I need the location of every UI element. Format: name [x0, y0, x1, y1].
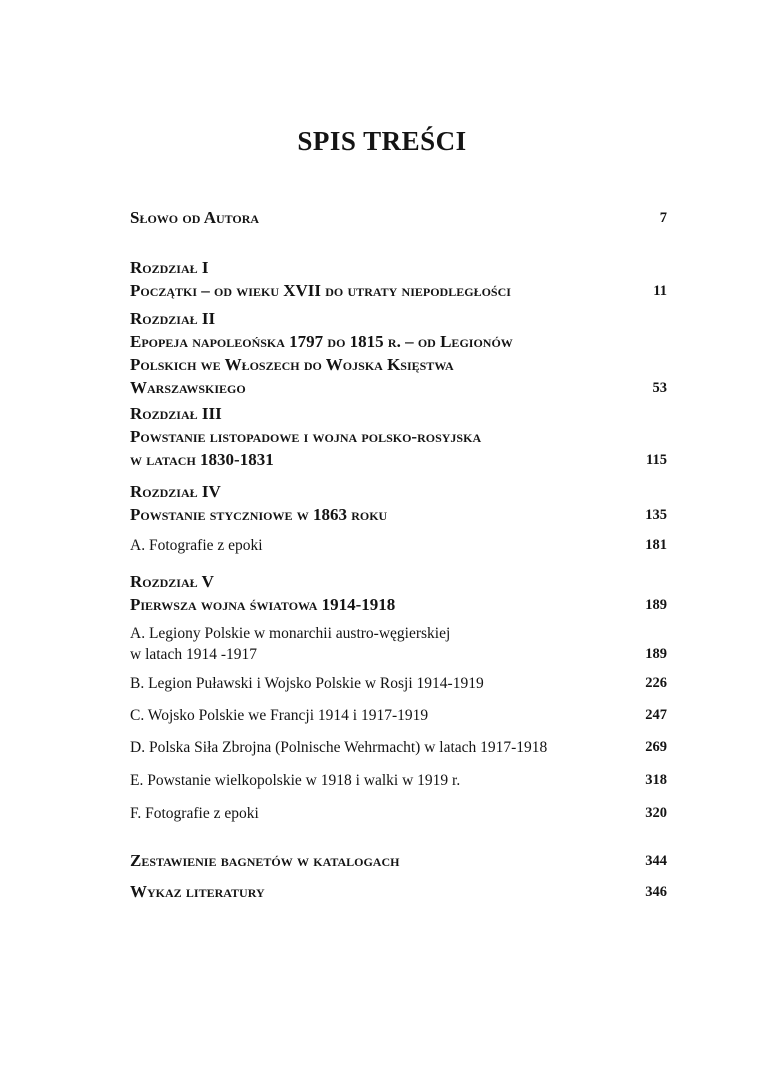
chapter-label: Rozdział II	[130, 309, 216, 328]
entry-title-line: Początki – od wieku XVII do utraty niepodległości	[130, 281, 511, 300]
entry-title: A. Fotografie z epoki	[130, 537, 263, 554]
entry-title: E. Powstanie wielkopolskie w 1918 i walki w 1919 r.	[130, 772, 461, 789]
entry-title: Słowo od Autora	[130, 208, 260, 227]
toc-entry-rozdzial-3[interactable]	[130, 402, 667, 471]
entry-title-line: Warszawskiego	[130, 378, 246, 397]
toc-entry-slowo-od-autora[interactable]	[130, 206, 667, 229]
entry-title-line: Powstanie listopadowe i wojna polsko-rosyjska	[130, 427, 482, 446]
toc-entry-zestawienie[interactable]	[130, 849, 667, 872]
toc-entry-rozdzial-5[interactable]	[130, 570, 667, 616]
page-number: 189	[645, 646, 667, 662]
page-number: 11	[653, 283, 667, 299]
toc-entry-rozdzial-2[interactable]	[130, 307, 667, 399]
entry-title-line: A. Legiony Polskie w monarchii austro-węgierskiej	[130, 625, 451, 642]
entry-title: F. Fotografie z epoki	[130, 805, 259, 822]
page-number: 226	[645, 675, 667, 691]
page-number: 344	[645, 853, 667, 869]
entry-title-line: Polskich we Włoszech do Wojska Księstwa	[130, 355, 454, 374]
page-number: 318	[645, 772, 667, 788]
page-number: 346	[645, 884, 667, 900]
page-title: SPIS TREŚCI	[297, 126, 467, 156]
entry-title: Zestawienie bagnetów w katalogach	[130, 851, 400, 870]
toc-entry-r5-a[interactable]	[130, 623, 667, 665]
page-number: 181	[645, 537, 667, 553]
page-number: 7	[659, 210, 667, 226]
entry-title: D. Polska Siła Zbrojna (Polnische Wehrmacht) w latach 1917-1918	[130, 739, 548, 756]
toc-entry-rozdzial-4[interactable]	[130, 480, 667, 526]
entry-title-line: w latach 1830-1831	[130, 450, 274, 469]
toc-entry-r5-d[interactable]	[130, 737, 667, 758]
chapter-label: Rozdział III	[130, 404, 222, 423]
entry-title: Wykaz literatury	[130, 882, 265, 901]
toc-entry-r5-f[interactable]	[130, 803, 667, 824]
entry-title: B. Legion Puławski i Wojsko Polskie w Rosji 1914-1919	[130, 675, 484, 692]
entry-title-line: Pierwsza wojna światowa 1914-1918	[130, 595, 396, 614]
page-number: 53	[652, 380, 667, 396]
page-number: 189	[645, 597, 667, 613]
page-number: 269	[645, 739, 667, 755]
entry-title-line: Epopeja napoleońska 1797 do 1815 r. – od Legionów	[130, 332, 513, 351]
toc-entry-r4-a[interactable]	[130, 535, 667, 556]
page-number: 135	[645, 507, 667, 523]
entry-title-line: Powstanie styczniowe w 1863 roku	[130, 505, 388, 524]
chapter-label: Rozdział I	[130, 258, 209, 277]
toc-entry-rozdzial-1[interactable]	[130, 256, 667, 302]
entry-title-line: w latach 1914 -1917	[130, 646, 257, 663]
chapter-label: Rozdział V	[130, 572, 214, 591]
entry-title: C. Wojsko Polskie we Francji 1914 i 1917-1919	[130, 707, 429, 724]
page-number: 320	[645, 805, 667, 821]
toc-entry-r5-b[interactable]	[130, 673, 667, 694]
toc-entry-wykaz-literatury[interactable]	[130, 880, 667, 903]
toc-entry-r5-c[interactable]	[130, 705, 667, 726]
toc-entry-r5-e[interactable]	[130, 770, 667, 791]
page-number: 115	[646, 452, 667, 468]
chapter-label: Rozdział IV	[130, 482, 221, 501]
page-number: 247	[645, 707, 667, 723]
